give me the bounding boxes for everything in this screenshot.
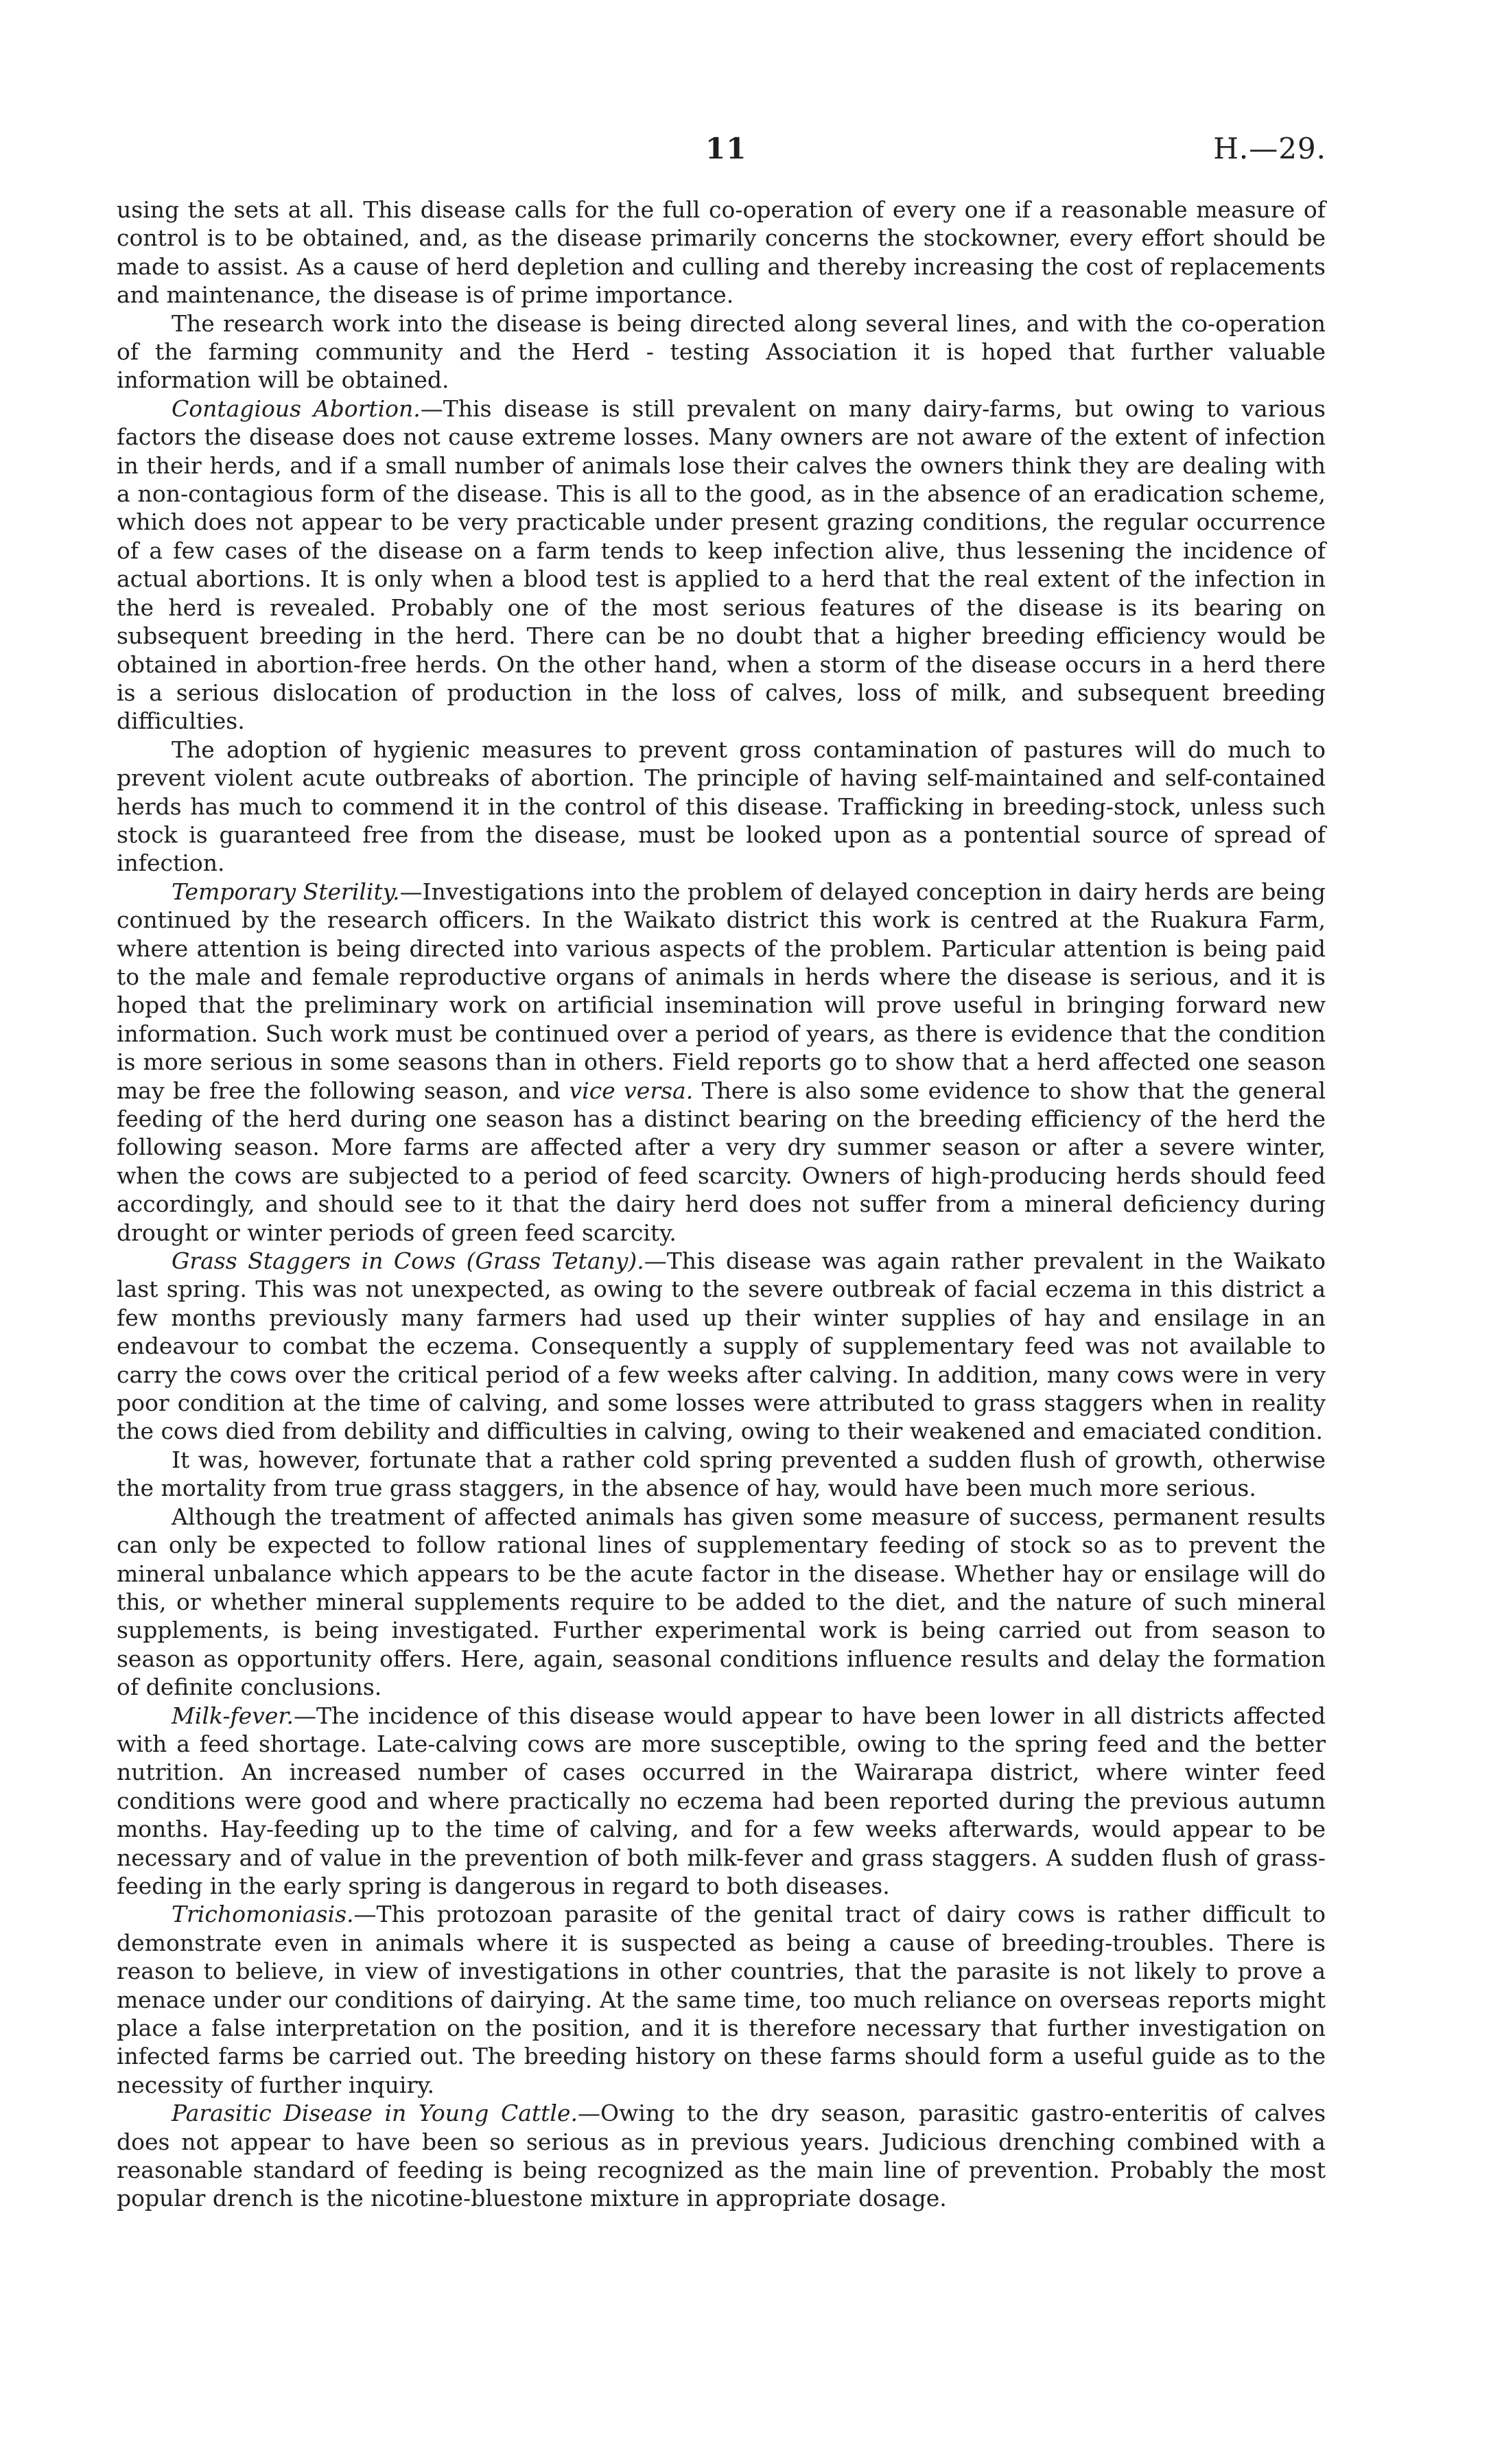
paragraph-hygienic-measures: The adoption of hygienic measures to prevent gross contamination of pastures will do much to prevent violent acute outbreaks of abortion. The principle of having self-maintained and self-contained herds has much to commend it in the control of this disease. Trafficking in breeding-stock, unless such stock is guaranteed free from the disease, must be looked upon as a pontential source of spread of infection. <box>117 736 1326 877</box>
paragraph-research: The research work into the disease is being directed along several lines, and with the co-operation of the farming community and the Herd - testing Association it is hoped that further valuable information will be obtained. <box>117 309 1326 394</box>
paragraph-trichomoniasis: Trichomoniasis.—This protozoan parasite of the genital tract of dairy cows is rather difficult to demonstrate even in animals where it is suspected as being a cause of breeding-troubles. There is reason to believe, in view of investigations in other countries, that the parasite is not likely to prove a menace under our conditions of dairying. At the same time, too much reliance on overseas reports might place a false interpretation on the position, and it is therefore necessary that further investigation on infected farms be carried out. The breeding history on these farms should form a useful guide as to the necessity of further inquiry. <box>117 1901 1326 2098</box>
paragraph-contagious-abortion: Contagious Abortion.—This disease is still prevalent on many dairy-farms, but owing to various factors the disease does not cause extreme losses. Many owners are not aware of the extent of infection in their herds, and if a small number of animals lose their calves the owners think they are dealing with a non-contagious form of the disease. This is all to the good, as in the absence of an eradication scheme, which does not appear to be very practicable under present grazing conditions, the regular occurrence of a few cases of the disease on a farm tends to keep infection alive, thus lessening the incidence of actual abortions. It is only when a blood test is applied to a herd that the real extent of the infection in the herd is revealed. Probably one of the most serious features of the disease is its bearing on subsequent breeding in the herd. There can be no doubt that a higher breeding efficiency would be obtained in abortion-free herds. On the other hand, when a storm of the disease occurs in a herd there is a serious dislocation of production in the loss of calves, loss of milk, and subsequent breeding difficulties. <box>117 395 1326 735</box>
paragraph-cold-spring: It was, however, fortunate that a rather cold spring prevented a sudden flush of growth, otherwise the mortality from true grass staggers, in the absence of hay, would have been much more serious. <box>117 1446 1326 1502</box>
page-header <box>0 132 1491 180</box>
paragraph-parasitic-disease: Parasitic Disease in Young Cattle.—Owing to the dry season, parasitic gastro-enteritis of calves does not appear to have been so serious as in previous years. Judicious drenching combined with a reasonable standard of feeding is being recognized as the main line of prevention. Probably the most popular drench is the nicotine-bluestone mixture in appropriate dosage. <box>117 2100 1326 2212</box>
paragraph-treatment: Although the treatment of affected animals has given some measure of success, permanent results can only be expected to follow rational lines of supplementary feeding of stock so as to prevent the mineral unbalance which appears to be the acute factor in the disease. Whether hay or ensilage will do this, or whether mineral supplements require to be added to the diet, and the nature of such mineral supplements, is being investigated. Further experimental work is being carried out from season to season as opportunity offers. Here, again, seasonal conditions influence results and delay the formation of definite conclusions. <box>117 1503 1326 1701</box>
paragraph-temporary-sterility: Temporary Sterility.—Investigations into the problem of delayed conception in dairy herds are being continued by the research officers. In the Waikato district this work is centred at the Ruakura Farm, where attention is being directed into various aspects of the problem. Particular attention is being paid to the male and female reproductive organs of animals in herds where the disease is serious, and it is hoped that the preliminary work on artificial insemination will prove useful in bringing forward new information. Such work must be continued over a period of years, as there is evidence that the condition is more serious in some seasons than in others. Field reports go to show that a herd affected one season may be free the following season, and vice versa. There is also some evidence to show that the general feeding of the herd during one season has a distinct bearing on the breeding efficiency of the herd the following season. More farms are affected after a very dry summer season or after a severe winter, when the cows are subjected to a period of feed scarcity. Owners of high-producing herds should feed accordingly, and should see to it that the dairy herd does not suffer from a mineral deficiency during drought or winter periods of green feed scarcity. <box>117 878 1326 1246</box>
body-text <box>117 196 1326 2213</box>
section-heading: Temporary Sterility. <box>172 878 400 905</box>
section-heading: Grass Staggers in Cows (Grass Tetany). <box>172 1247 644 1275</box>
paragraph-milk-fever: Milk-fever.—The incidence of this disease would appear to have been lower in all districts affected with a feed shortage. Late-calving cows are more susceptible, owing to the spring feed and the better nutrition. An increased number of cases occurred in the Wairarapa district, where winter feed conditions were good and where practically no eczema had been reported during the previous autumn months. Hay-feeding up to the time of calving, and for a few weeks afterwards, would appear to be necessary and of value in the prevention of both milk-fever and grass staggers. A sudden flush of grass-feeding in the early spring is dangerous in regard to both diseases. <box>117 1702 1326 1899</box>
paragraph-intro: using the sets at all. This disease calls for the full co-operation of every one if a reasonable measure of control is to be obtained, and, as the disease primarily concerns the stockowner, every effort should be made to assist. As a cause of herd depletion and culling and thereby increasing the cost of replacements and maintenance, the disease is of prime importance. <box>117 196 1326 309</box>
section-heading: Trichomoniasis. <box>172 1901 354 1928</box>
page-number: 11 <box>705 132 747 165</box>
report-code: H.—29. <box>1213 132 1326 165</box>
section-heading: Contagious Abortion. <box>172 395 421 422</box>
paragraph-grass-staggers: Grass Staggers in Cows (Grass Tetany).—This disease was again rather prevalent in the Waikato last spring. This was not unexpected, as owing to the severe outbreak of facial eczema in this district a few months previously many farmers had used up their winter supplies of hay and ensilage in an endeavour to combat the eczema. Consequently a supply of supplementary feed was not available to carry the cows over the critical period of a few weeks after calving. In addition, many cows were in very poor condition at the time of calving, and some losses were attributed to grass staggers when in reality the cows died from debility and difficulties in calving, owing to their weakened and emaciated condition. <box>117 1247 1326 1445</box>
emphasis: vice versa. <box>569 1077 694 1104</box>
section-heading: Parasitic Disease in Young Cattle. <box>172 2100 578 2127</box>
section-heading: Milk-fever. <box>172 1702 294 1729</box>
